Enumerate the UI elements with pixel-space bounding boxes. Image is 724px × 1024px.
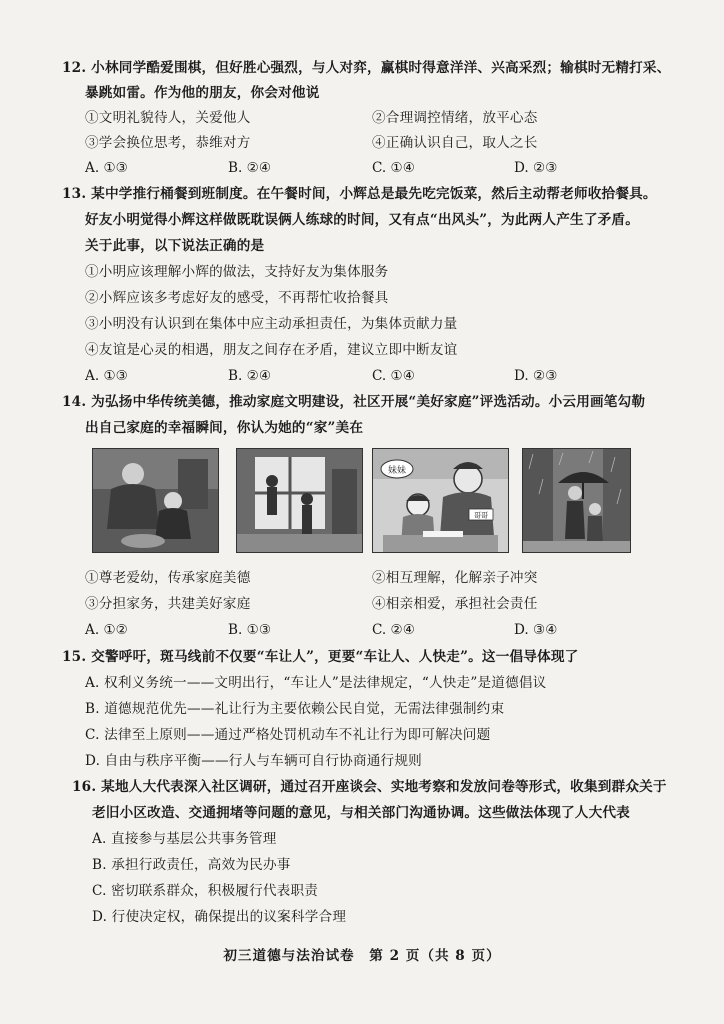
q12-option-c: C. ①④: [372, 160, 415, 176]
q14-statement-3: ③分担家务，共建美好家庭: [85, 596, 251, 612]
illustration-window-cleaning: [236, 448, 363, 553]
q15-option-d: D. 自由与秩序平衡——行人与车辆可自行协商通行规则: [85, 753, 422, 769]
q13-statement-2: ②小辉应该多考虑好友的感受，不再帮忙收拾餐具: [85, 290, 389, 306]
illustration-umbrella-rain: [522, 448, 631, 553]
q13-statement-4: ④友谊是心灵的相遇，朋友之间存在矛盾，建议立即中断友谊: [85, 342, 458, 358]
q13-stem-line3: 关于此事，以下说法正确的是: [85, 238, 265, 254]
q13-stem-line2: 好友小明觉得小辉这样做既耽误俩人练球的时间，又有点“出风头”，为此两人产生了矛盾。: [85, 212, 639, 228]
q14-statement-1: ①尊老爱幼，传承家庭美德: [85, 570, 251, 586]
q14-option-c: C. ②④: [372, 622, 415, 638]
q16-option-c: C. 密切联系群众，积极履行代表职责: [92, 883, 319, 899]
q15-stem: 15. 交警呼吁，斑马线前不仅要“车让人”，更要“车让人、人快走”。这一倡导体现了: [62, 649, 579, 665]
q14-stem-line2: 出自己家庭的幸福瞬间，你认为她的“家”美在: [85, 420, 364, 436]
q13-stem-line1: 13. 某中学推行桶餐到班制度。在午餐时间，小辉总是最先吃完饭菜，然后主动帮老师收拾餐具。: [62, 186, 657, 202]
q16-stem-line2: 老旧小区改造、交通拥堵等问题的意见，与相关部门沟通协调。这些做法体现了人大代表: [92, 805, 630, 821]
q14-option-d: D. ③④: [514, 622, 558, 638]
q12-stem-line1: 12. 小林同学酷爱围棋，但好胜心强烈，与人对弈，赢棋时得意洋洋、兴高采烈；输棋时无精打采、: [62, 60, 671, 76]
page-footer: 初三道德与法治试卷 第 2 页（共 8 页）: [223, 948, 501, 964]
q13-option-a: A. ①③: [85, 368, 128, 384]
q13-statement-1: ①小明应该理解小辉的做法，支持好友为集体服务: [85, 264, 389, 280]
q13-statement-3: ③小明没有认识到在集体中应主动承担责任，为集体贡献力量: [85, 316, 458, 332]
illustration-elders-foot-wash: [92, 448, 219, 553]
q13-option-c: C. ①④: [372, 368, 415, 384]
q16-stem-line1: 16. 某地人大代表深入社区调研，通过召开座谈会、实地考察和发放问卷等形式，收集到群众关于: [72, 779, 667, 795]
q13-option-b: B. ②④: [228, 368, 272, 384]
q16-option-b: B. 承担行政责任，高效为民办事: [92, 857, 291, 873]
q14-option-a: A. ①②: [85, 622, 128, 638]
q15-option-b: B. 道德规范优先——礼让行为主要依赖公民自觉，无需法律强制约束: [85, 701, 505, 717]
q15-option-a: A. 权利义务统一——文明出行，“车让人”是法律规定，“人快走”是道德倡议: [85, 675, 547, 691]
q12-option-a: A. ①③: [85, 160, 128, 176]
q12-statement-3: ③学会换位思考，恭维对方: [85, 135, 251, 151]
q14-stem-line1: 14. 为弘扬中华传统美德，推动家庭文明建设，社区开展“美好家庭”评选活动。小云用画笔勾勒: [62, 394, 646, 410]
q12-statement-1: ①文明礼貌待人，关爱他人: [85, 110, 251, 126]
label-sister: 妹妹: [387, 466, 407, 476]
q16-option-d: D. 行使决定权，确保提出的议案科学合理: [92, 909, 347, 925]
q14-statement-2: ②相互理解，化解亲子冲突: [372, 570, 538, 586]
q14-option-b: B. ①③: [228, 622, 272, 638]
q16-option-a: A. 直接参与基层公共事务管理: [92, 831, 277, 847]
q14-statement-4: ④相亲相爱，承担社会责任: [372, 596, 538, 612]
q12-stem-line2: 暴跳如雷。作为他的朋友，你会对他说: [85, 85, 320, 101]
q13-option-d: D. ②③: [514, 368, 558, 384]
q15-option-c: C. 法律至上原则——通过严格处罚机动车不礼让行为即可解决问题: [85, 727, 491, 743]
illustration-brother-helping-sister: [372, 448, 509, 553]
q12-option-d: D. ②③: [514, 160, 558, 176]
q12-statement-4: ④正确认识自己，取人之长: [372, 135, 538, 151]
label-brother: 哥哥: [474, 511, 488, 520]
q12-statement-2: ②合理调控情绪，放平心态: [372, 110, 538, 126]
q12-option-b: B. ②④: [228, 160, 272, 176]
